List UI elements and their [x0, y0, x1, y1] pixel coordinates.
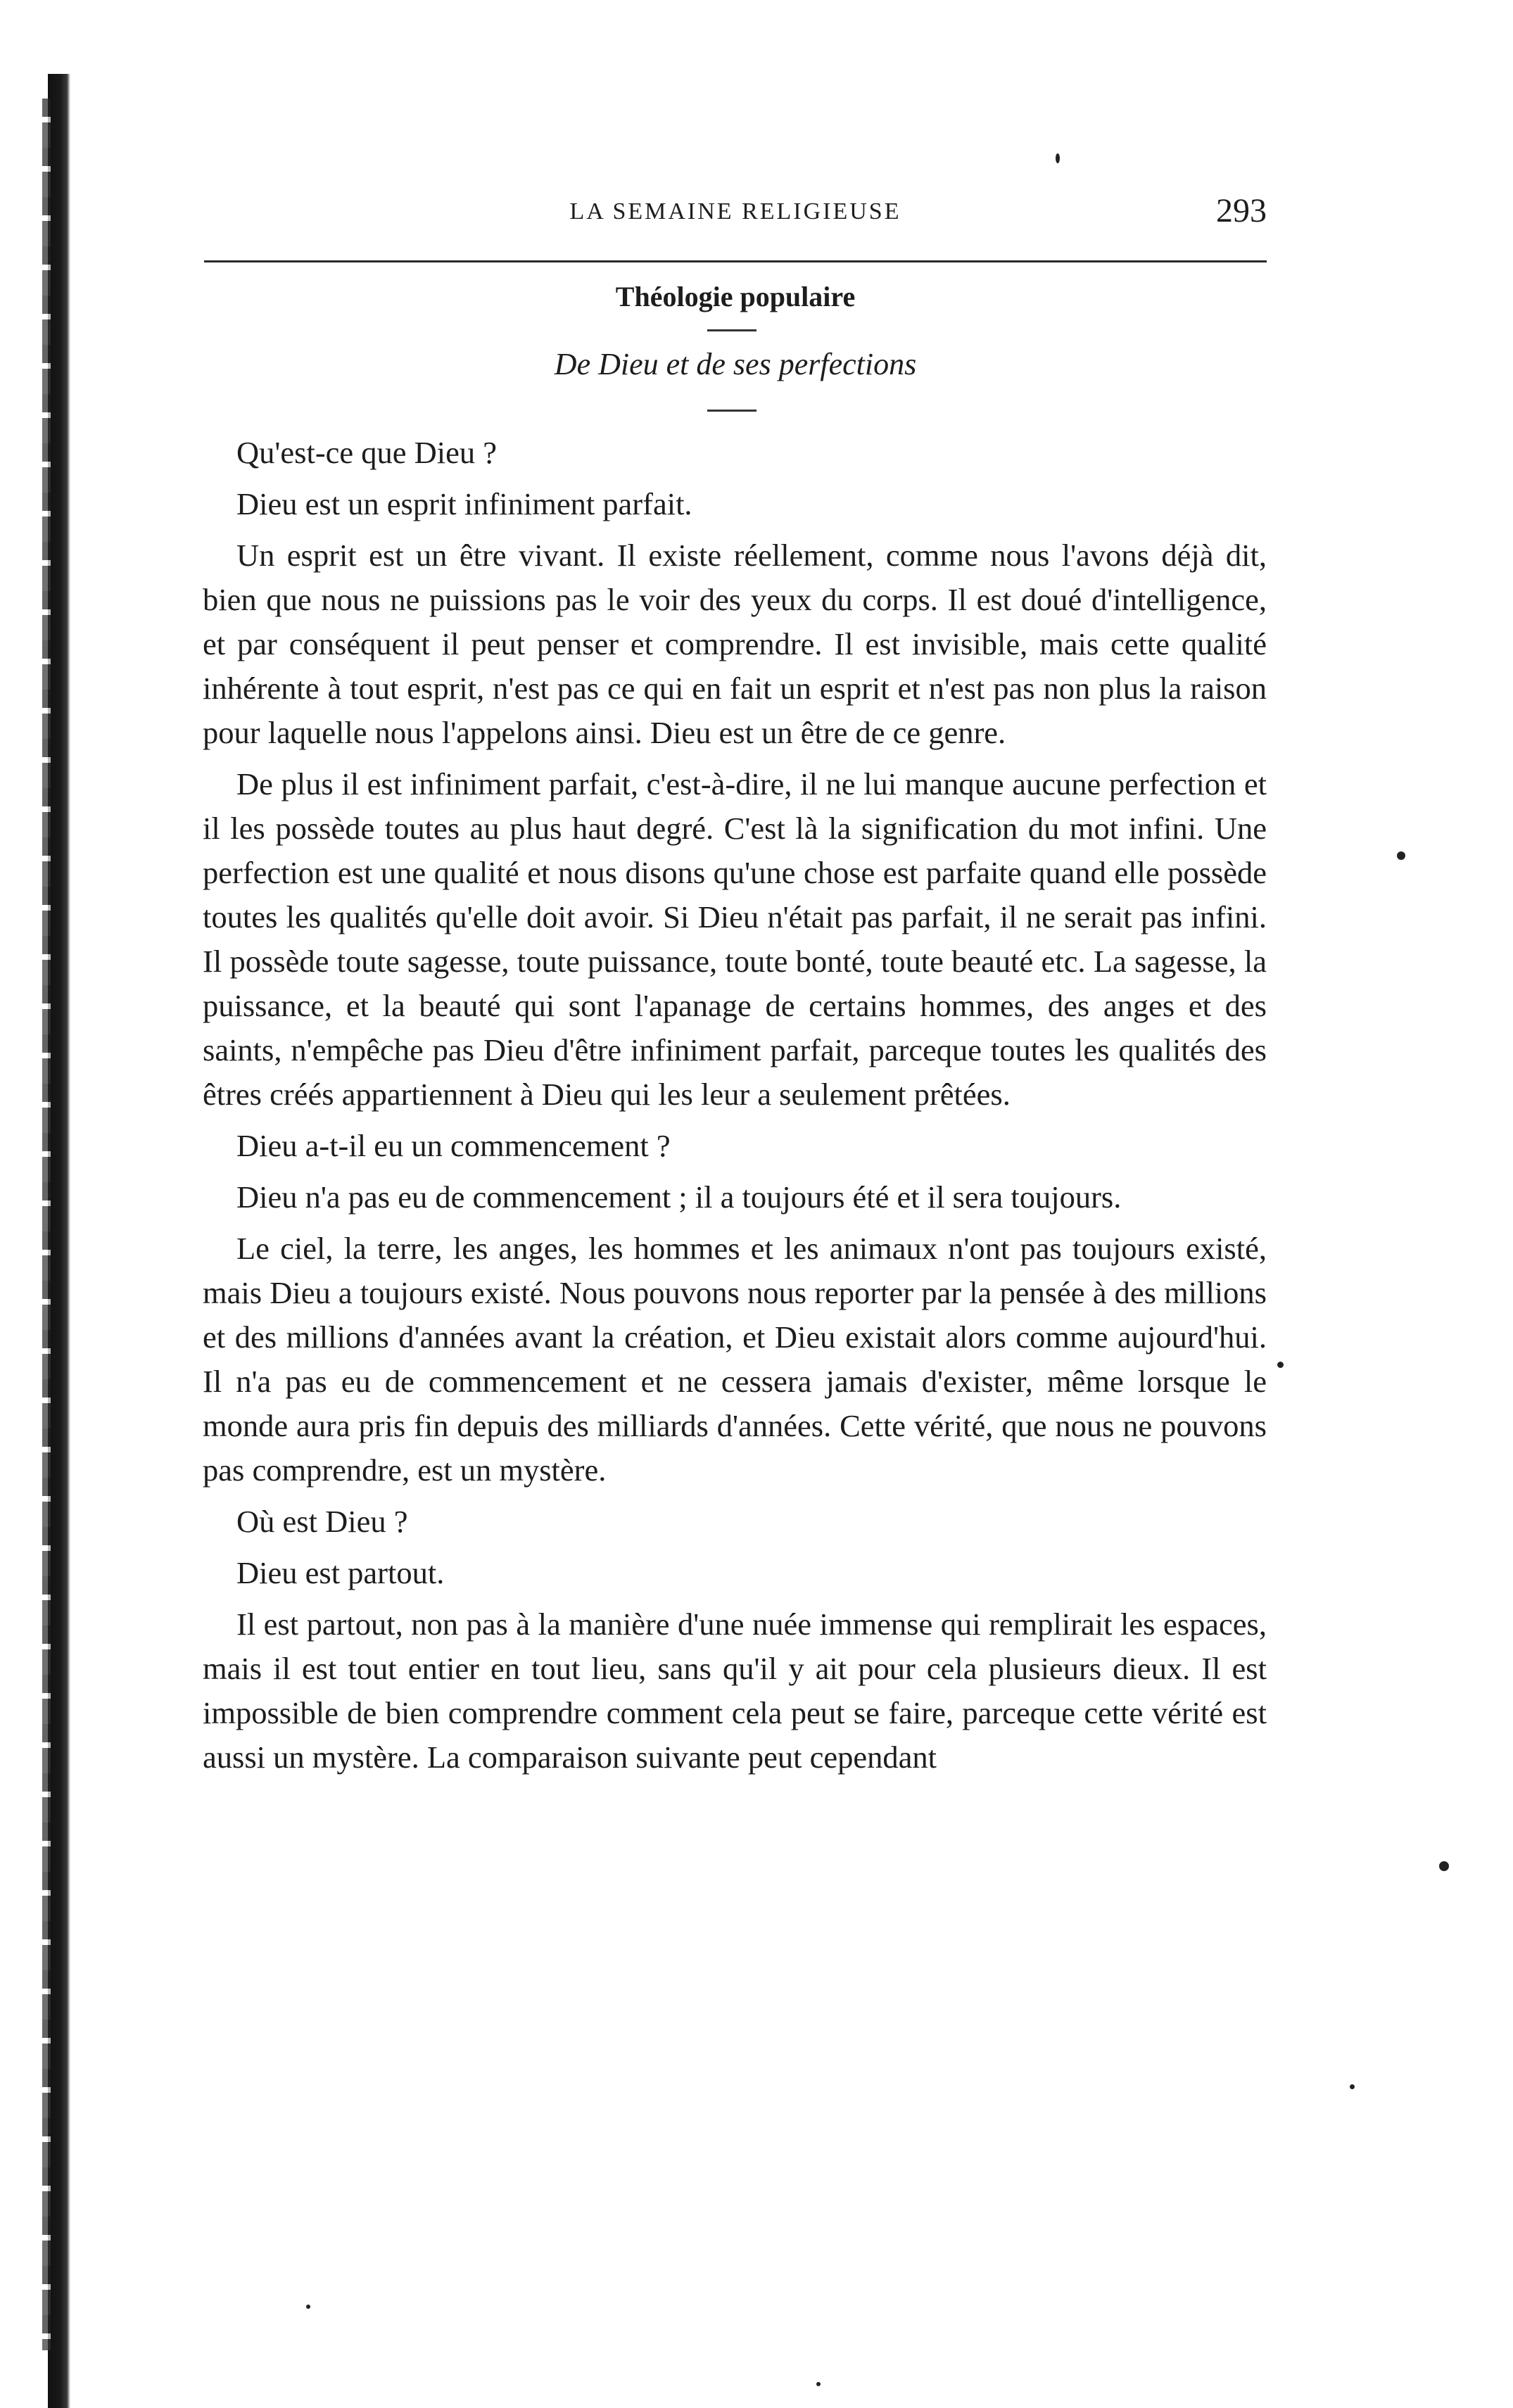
- header-rule: [204, 260, 1267, 262]
- binding-shadow: [48, 74, 70, 2408]
- paragraph-answer-3: Dieu est partout.: [236, 1555, 445, 1590]
- paragraph-eternite: Le ciel, la terre, les anges, les hommes et les animaux n'ont pas toujours existé, mais Dieu a toujours existé. Nous pouvons nous reporter par la pensée à des millions et des millions d'années avant la création, et Dieu existait alors comme aujourd'hui. Il n'a pas eu de commencement et ne cessera jamais d'exister, même lorsque le monde aura pris fin depuis des milliards d'années. Cette vérité, que nous ne pouvons pas comprendre, est un mystère.: [203, 1231, 1267, 1488]
- running-title: LA SEMAINE RELIGIEUSE: [569, 198, 901, 224]
- scan-speck: [1056, 153, 1060, 163]
- scan-speck: [816, 2382, 821, 2386]
- subtitle-dash: [707, 410, 756, 412]
- paragraph-answer-1: Dieu est un esprit infiniment parfait.: [236, 486, 692, 521]
- scan-speck: [1439, 1861, 1449, 1871]
- scan-speck: [1397, 851, 1405, 860]
- page-header: [204, 191, 1267, 236]
- paragraph-answer-2: Dieu n'a pas eu de commencement ; il a toujours été et il sera toujours.: [236, 1179, 1122, 1215]
- page-number: 293: [1216, 192, 1267, 229]
- paragraph-question-1: Qu'est-ce que Dieu ?: [236, 435, 498, 470]
- binding-edge: [42, 99, 51, 2350]
- section-subtitle: De Dieu et de ses perfections: [554, 347, 917, 381]
- paragraph-question-2: Dieu a-t-il eu un commencement ?: [236, 1128, 671, 1163]
- paragraph-question-3: Où est Dieu ?: [236, 1504, 408, 1539]
- paragraph-infini: De plus il est infiniment parfait, c'est-à-dire, il ne lui manque aucune perfection et il les possède toutes au plus haut degré. C'est là la signification du mot infini. Une perfection est une qualité et nous disons qu'une chose est parfaite quand elle possède toutes les qualités qu'elle doit avoir. Si Dieu n'était pas parfait, il ne serait pas infini. Il possède toute sagesse, toute puissance, toute bonté, toute beauté etc. La sagesse, la puissance, et la beauté qui sont l'apanage de certains hommes, des anges et des saints, n'empêche pas Dieu d'être infiniment parfait, parceque toutes les qualités des êtres créés appartiennent à Dieu qui les leur a seulement prêtées.: [203, 766, 1267, 1112]
- paragraph-esprit: Un esprit est un être vivant. Il existe réellement, comme nous l'avons déjà dit, bien que nous ne puissions pas le voir des yeux du corps. Il est doué d'intelligence, et par conséquent il peut penser et comprendre. Il est invisible, mais cette qualité inhérente à tout esprit, n'est pas ce qui en fait un esprit et n'est pas non plus la raison pour laquelle nous l'appelons ainsi. Dieu est un être de ce genre.: [203, 538, 1267, 750]
- section-title: Théologie populaire: [615, 281, 856, 312]
- paragraph-partout: Il est partout, non pas à la manière d'une nuée immense qui remplirait les espaces, mais il est tout entier en tout lieu, sans qu'il y ait pour cela plusieurs dieux. Il est impossible de bien comprendre comment cela peut se faire, parceque cette vérité est aussi un mystère. La comparaison suivante peut cependant: [203, 1607, 1267, 1775]
- scan-speck: [306, 2305, 310, 2309]
- title-dash: [707, 329, 756, 331]
- scan-speck: [1277, 1362, 1284, 1368]
- body-text: [203, 431, 1267, 1787]
- scan-speck: [1350, 2084, 1355, 2089]
